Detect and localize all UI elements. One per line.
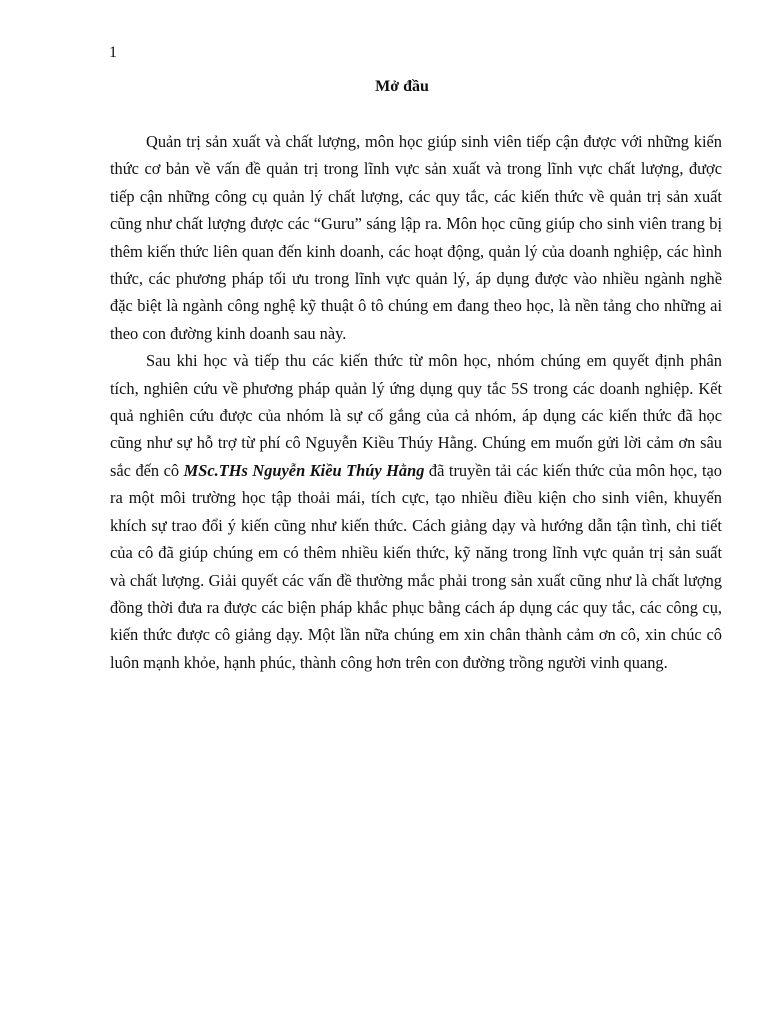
document-body (110, 128, 722, 676)
paragraph-2-intro: Sau khi học và tiếp thu các kiến thức từ môn học, nhóm chúng em quyết định phân tích, nghiên cứu về phương pháp quản lý ứng dụng quy tắc 5S trong các doanh nghiệp. Kết quả nghiên cứu được của nhóm là sự cố gắng của cả nhóm, áp dụng các kiến thức đã học cũng như sự hỗ trợ từ phí cô Nguyễn Kiều Thúy Hằng. Chúng em muốn gửi lời cảm ơn sâu sắc đến cô (110, 351, 722, 480)
lecturer-name: MSc.THs Nguyễn Kiều Thúy Hằng (183, 460, 425, 480)
page-title: Mở đầu (375, 78, 429, 95)
paragraph-2 (110, 347, 722, 676)
paragraph-1: Quản trị sản xuất và chất lượng, môn học giúp sinh viên tiếp cận được với những kiến thức cơ bản về vấn đề quản trị trong lĩnh vực sản xuất và trong lĩnh vực chất lượng, được tiếp cận những công cụ quản lý chất lượng, các quy tắc, các kiến thức về quản trị sản xuất cũng như chất lượng được các “Guru” sáng lập ra. Môn học cũng giúp cho sinh viên trang bị thêm kiến thức liên quan đến kinh doanh, các hoạt động, quản lý của doanh nghiệp, các hình thức, các phương pháp tối ưu trong lĩnh vực quản lý, áp dụng được vào nhiều ngành nghề đặc biệt là ngành công nghệ kỹ thuật ô tô chúng em đang theo học, là nền tảng cho những ai theo con đường kinh doanh sau này. (110, 132, 722, 343)
paragraph-2-rest: đã truyền tải các kiến thức của môn học, tạo ra một môi trường học tập thoải mái, tích cực, tạo nhiều điều kiện cho sinh viên, khuyến khích sự trao đổi ý kiến cũng như kiến thức. Cách giảng dạy và hướng dẫn tận tình, chi tiết của cô đã giúp chúng em có thêm nhiều kiến thức, kỹ năng trong lĩnh vực quản trị sản suất và chất lượng. Giải quyết các vấn đề thường mắc phải trong sản xuất cũng như là chất lượng đồng thời đưa ra được các biện pháp khắc phục bằng cách áp dụng các quy tắc, các công cụ, kiến thức được cô giảng dạy. Một lần nữa chúng em xin chân thành cảm ơn cô, xin chúc cô luôn mạnh khỏe, hạnh phúc, thành công hơn trên con đường trồng người vinh quang. (110, 460, 722, 672)
page-number: 1 (109, 44, 117, 61)
